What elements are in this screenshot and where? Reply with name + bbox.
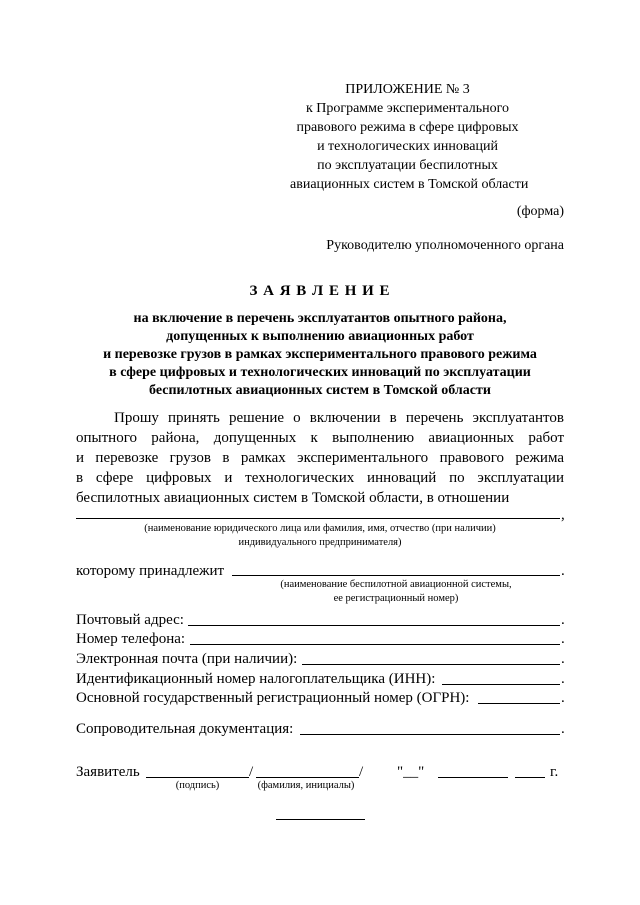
postal-field[interactable]	[188, 625, 560, 626]
document-subtitle	[70, 310, 570, 400]
postal-label: Почтовый адрес:	[76, 612, 184, 628]
date-year-field[interactable]	[515, 777, 545, 778]
appendix-line: авиационных систем в Томской области	[290, 177, 529, 192]
signature-slash: /	[249, 764, 254, 780]
body-line: Прошу принять решение о включении в перечень эксплуатантов	[114, 410, 564, 426]
name-field[interactable]	[256, 777, 359, 778]
docs-field[interactable]	[300, 734, 560, 735]
owner-field[interactable]	[232, 575, 560, 576]
subtitle-line: беспилотных авиационных систем в Томской области	[149, 383, 491, 398]
appendix-line: к Программе экспериментального	[305, 101, 510, 116]
caption-line: (наименование юридического лица или фамилия, имя, отчество (при наличии)	[144, 523, 496, 534]
docs-dot: .	[561, 721, 565, 737]
signature-caption: (подпись)	[175, 780, 220, 791]
email-field[interactable]	[302, 664, 560, 665]
applicant-caption	[76, 522, 564, 550]
caption-line: индивидуального предпринимателя)	[238, 537, 402, 548]
signature-field[interactable]	[146, 777, 249, 778]
phone-field[interactable]	[190, 644, 560, 645]
caption-line: ее регистрационный номер)	[333, 593, 459, 604]
docs-label: Сопроводительная документация:	[76, 721, 294, 737]
date-day[interactable]: "__"	[397, 764, 425, 780]
subtitle-line: и перевозке грузов в рамках экспериментального правового режима	[103, 347, 537, 362]
phone-label: Номер телефона:	[76, 631, 186, 647]
email-dot: .	[561, 651, 565, 667]
owner-dot: .	[561, 563, 565, 579]
appendix-number: ПРИЛОЖЕНИЕ № 3	[345, 82, 470, 97]
applicant-comma: ,	[561, 507, 565, 523]
ogrn-field[interactable]	[478, 703, 560, 704]
appendix-line: и технологических инноваций	[317, 139, 498, 154]
subtitle-line: допущенных к выполнению авиационных работ	[166, 329, 474, 344]
applicant-label: Заявитель	[76, 764, 140, 780]
subtitle-line: на включение в перечень эксплуатантов опытного района,	[133, 311, 507, 326]
appendix-line: по эксплуатации беспилотных	[317, 158, 498, 173]
ogrn-label: Основной государственный регистрационный номер (ОГРН):	[76, 690, 470, 706]
appendix-line: правового режима в сфере цифровых	[296, 120, 519, 135]
phone-dot: .	[561, 631, 565, 647]
subtitle-line: в сфере цифровых и технологических инноваций по эксплуатации	[109, 365, 531, 380]
document-title: З А Я В Л Е Н И Е	[249, 283, 391, 299]
inn-field[interactable]	[442, 684, 560, 685]
owner-caption	[232, 578, 560, 606]
body-paragraph	[76, 408, 564, 508]
applicant-name-field[interactable]	[76, 518, 560, 519]
owner-label: которому принадлежит	[76, 563, 225, 579]
addressee: Руководителю уполномоченного органа	[326, 238, 564, 253]
year-suffix: г.	[550, 764, 559, 780]
body-line: беспилотных авиационных систем в Томской области, в отношении	[76, 490, 510, 506]
body-line: и перевозке грузов в рамках экспериментального правового режима	[76, 450, 564, 466]
body-line: в сфере цифровых и технологических инноваций по эксплуатации	[76, 470, 564, 486]
name-slash: /	[359, 764, 364, 780]
name-caption: (фамилия, инициалы)	[257, 780, 355, 791]
postal-dot: .	[561, 612, 565, 628]
body-line: опытного района, допущенных к выполнению авиационных работ	[76, 430, 564, 446]
date-month-field[interactable]	[438, 777, 508, 778]
email-label: Электронная почта (при наличии):	[76, 651, 298, 667]
ogrn-dot: .	[561, 690, 565, 706]
form-label: (форма)	[516, 204, 564, 219]
inn-label: Идентификационный номер налогоплательщика (ИНН):	[76, 671, 436, 687]
caption-line: (наименование беспилотной авиационной системы,	[280, 579, 512, 590]
closing-separator	[276, 819, 365, 820]
inn-dot: .	[561, 671, 565, 687]
appendix-block	[290, 80, 529, 194]
